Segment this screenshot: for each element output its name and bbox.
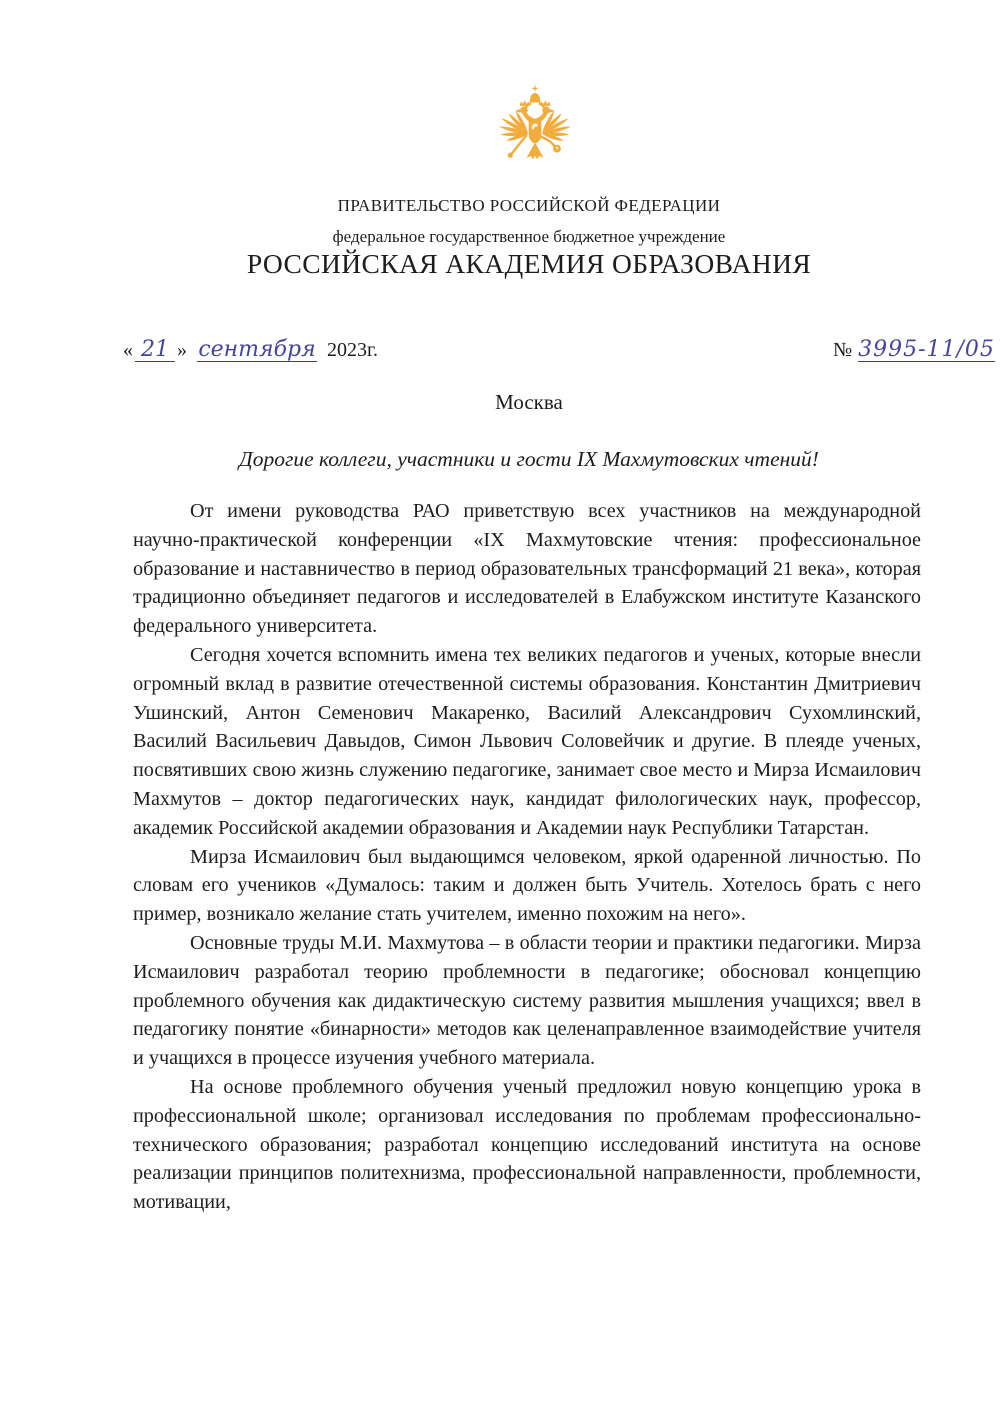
number-label: № <box>833 339 853 361</box>
year-text: 2023г. <box>327 339 378 361</box>
handwritten-month: сентября <box>198 337 316 362</box>
body-paragraph: На основе проблемного обучения ученый предложил новую концепцию урока в профессиональной школе; организовал исследования по проблемам профессионально-технического образования; разработал концепцию исследований института на основе реализации принципов политехнизма, профессиональной направленности, проблемности, мотивации, <box>133 1075 921 1214</box>
handwritten-day: 21 <box>135 339 175 362</box>
body-paragraph: От имени руководства РАО приветствую всех участников на международной научно-практической конференции «IX Махмутовские чтения: профессиональное образование и наставничество в период образовательных трансформаций 21 века», которая традиционно объединяет педагогов и исследователей в Елабужском институте Казанского федерального университета. <box>133 500 921 638</box>
date-open-quote: « <box>123 339 133 361</box>
body-paragraph: Мирза Исмаилович был выдающимся человеком, яркой одаренной личностью. По словам его учеников «Думалось: таким и должен быть Учитель. Хотелось брать с него пример, возникало желание стать учителем, именно похожим на него». <box>133 845 921 926</box>
document-number-line <box>833 339 995 362</box>
institution-type-line: федеральное государственное бюджетное учреждение <box>332 227 726 246</box>
body-paragraph: Основные труды М.И. Махмутова – в области теории и практики педагогики. Мирза Исмаилович разработал теорию проблемности в педагогике; обосновал концепцию проблемного обучения как дидактическую систему развития мышления учащихся; ввел в педагогику понятие «бинарности» методов как целенаправленное взаимодействие учителя и учащихся в процессе изучения учебного материала. <box>133 931 921 1070</box>
government-line: ПРАВИТЕЛЬСТВО РОССИЙСКОЙ ФЕДЕРАЦИИ <box>337 196 721 215</box>
double-headed-eagle-icon <box>487 85 583 173</box>
date-line <box>123 339 378 362</box>
organization-name: РОССИЙСКАЯ АКАДЕМИЯ ОБРАЗОВАНИЯ <box>246 248 812 279</box>
body-paragraph: Сегодня хочется вспомнить имена тех великих педагогов и ученых, которые внесли огромный вклад в развитие отечественной системы образования. Константин Дмитриевич Ушинский, Антон Семенович Макаренко, Василий Александрович Сухомлинский, Василий Васильевич Давыдов, Симон Львович Соловейчик и другие. В плеяде ученых, посвятивших свою жизнь служению педагогике, занимает свое место и Мирза Исмаилович Махмутов – доктор педагогических наук, кандидат филологических наук, профессор, академик Российской академии образования и Академии наук Республики Татарстан. <box>133 643 921 839</box>
date-close-quote: » <box>177 339 187 361</box>
letter-body <box>133 497 921 1217</box>
handwritten-number: 3995-11/05 <box>858 337 995 362</box>
letterhead <box>104 196 954 280</box>
city-line: Москва <box>495 390 563 414</box>
salutation-line: Дорогие коллеги, участники и гости IX Махмутовских чтений! <box>239 447 819 471</box>
